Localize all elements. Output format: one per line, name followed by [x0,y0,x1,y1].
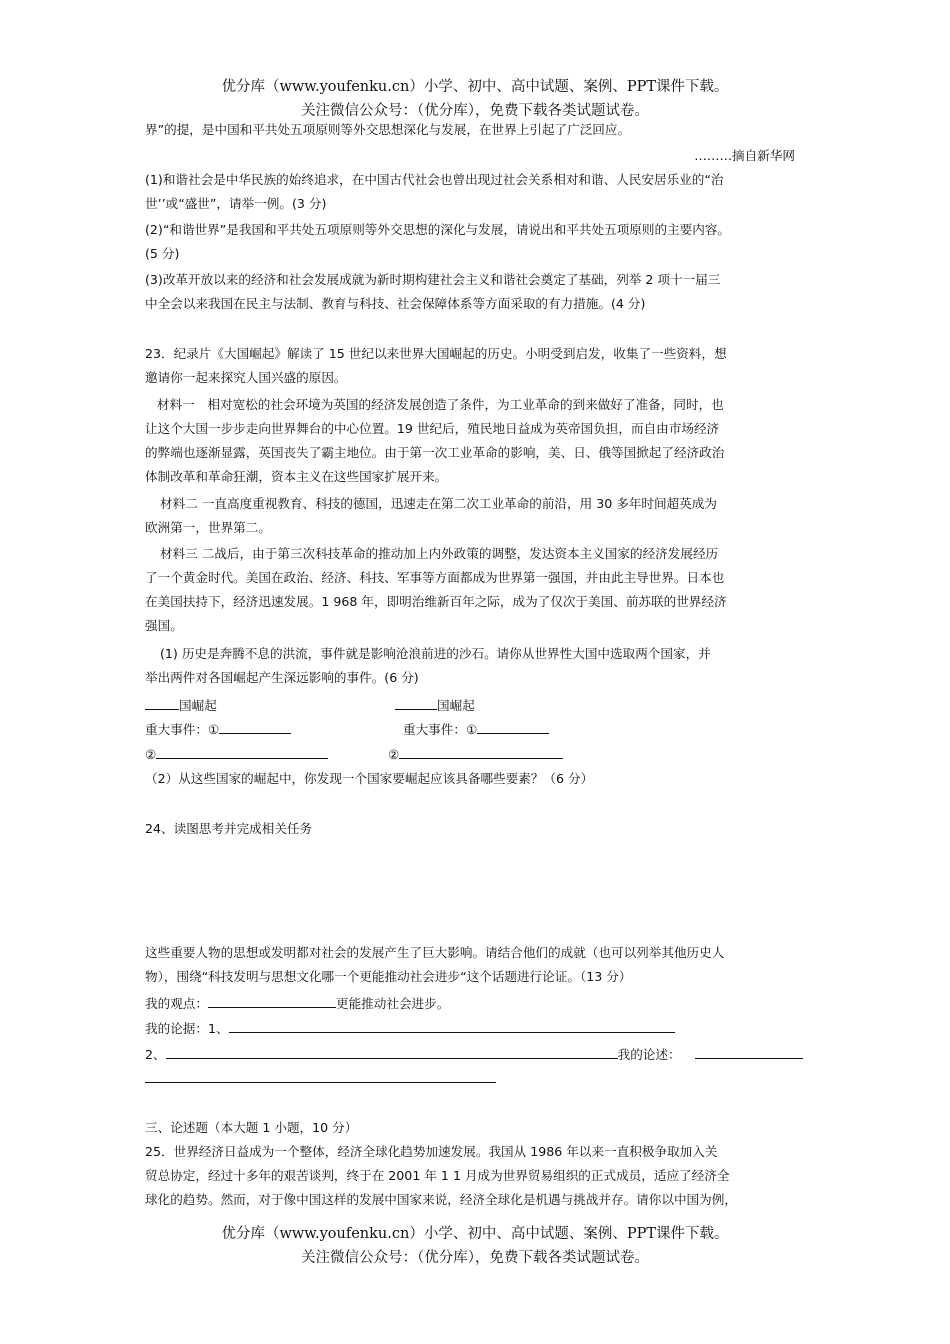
q25-line2: 贸总协定，经过十多年的艰苦谈判，终于在 2001 年 1 1 月成为世界贸易组织的正式成员，适应了经济全 [145,1168,730,1183]
footer-line-2: 关注微信公众号：（优分库），免费下载各类试题试卷。 [301,1250,649,1266]
q23-material2-line1: 材料二 一直高度重视教育、科技的德国，迅速走在第二次工业革命的前沿，用 30 多年时间超英成为 [160,496,717,511]
country-b-suffix: 国崛起 [437,698,475,713]
event-b1-blank[interactable] [477,720,549,734]
event-b2-label: ② [388,747,400,762]
q23-event-b2-row [388,745,563,764]
q23-material1-line1: 材料一 相对宽松的社会环境为英国的经济发展创造了条件，为工业革命的到来做好了准备，同时，也 [157,397,724,412]
arg2-blank[interactable] [166,1045,618,1059]
q24-title: 24、读图思考并完成相关任务 [145,821,313,836]
reason-blank[interactable] [695,1045,803,1059]
country-b-blank[interactable] [395,696,437,710]
q23-material1-line2: 让这个大国一步步走向世界舞台的中心位置。19 世纪后，殖民地日益成为英帝国负担，而自由市场经济 [145,421,720,436]
event-b2-blank[interactable] [399,745,563,759]
event-a2-blank[interactable] [156,745,328,759]
arg1-blank[interactable] [229,1019,675,1033]
q24-reason-row2 [145,1069,496,1088]
q23-part1-line1: (1) 历史是奔腾不息的洪流，事件就是影响沧浪前进的沙石。请你从世界性大国中选取两个国家，并 [160,646,711,661]
q22-continuation: 界”的提，是中国和平共处五项原则等外交思想深化与发展，在世界上引起了广泛回应。 [145,122,631,137]
arg2-label: 2、 [145,1047,166,1062]
q23-material1-line3: 的弊端也逐渐显露，英国丧失了霸主地位。由于第一次工业革命的影响，美、日、俄等国掀起了经济政治 [145,445,725,460]
event-a-label: 重大事件：① [145,722,220,737]
reason-blank-line2[interactable] [145,1069,496,1083]
event-a2-label: ② [145,747,157,762]
q22-sub1-line2: 世’’或“盛世”，请举一例。(3 分) [145,196,327,211]
q25-line3: 球化的趋势。然而，对于像中国这样的发展中国家来说，经济全球化是机遇与挑战并存。请你以中国为例， [145,1192,737,1207]
q24-text-line1: 这些重要人物的思想或发明都对社会的发展产生了巨大影响。请结合他们的成就（也可以列举其他历史人 [145,945,725,960]
view-blank[interactable] [208,994,336,1008]
arg1-label: 我的论据：1、 [145,1021,229,1036]
q23-material3-line2: 了一个黄金时代。美国在政治、经济、科技、军事等方面都成为世界第一强国，并由此主导世界。日本也 [145,570,725,585]
section3-title: 三、论述题（本大题 1 小题，10 分） [145,1120,358,1135]
q23-intro-line2: 邀请你一起来探究人国兴盛的原因。 [145,370,347,385]
q23-material3-line1: 材料三 二战后，由于第三次科技革命的推动加上内外政策的调整，发达资本主义国家的经济发展经历 [160,546,719,561]
q23-event-b-row [403,720,549,739]
q23-country-a-row [145,696,217,715]
q23-event-a-row [145,720,291,739]
q23-material3-line4: 强国。 [145,618,183,633]
header-line-2: 关注微信公众号：（优分库），免费下载各类试题试卷。 [301,103,649,119]
view-suffix: 更能推动社会进步。 [335,996,450,1011]
view-label: 我的观点： [145,996,208,1011]
q23-intro-line1: 23．纪录片《大国崛起》解读了 15 世纪以来世界大国崛起的历史。小明受到启发，收集了一些资料，想 [145,346,727,361]
event-b-label: 重大事件：① [403,722,478,737]
country-a-blank[interactable] [145,696,179,710]
q22-sub2-line1: (2)“和谐世界”是我国和平共处五项原则等外交思想的深化与发展，请说出和平共处五项原则的主要内容。 [145,222,731,237]
q23-country-b-row [395,696,475,715]
q22-sub3-line2: 中全会以来我国在民主与法制、教育与科技、社会保障体系等方面采取的有力措施。(4 分) [145,296,646,311]
q25-line1: 25．世界经济日益成为一个整体，经济全球化趋势加速发展。我国从 1986 年以来一直积极争取加入关 [145,1144,718,1159]
event-a1-blank[interactable] [219,720,291,734]
q22-sub1-line1: (1)和谐社会是中华民族的始终追求，在中国古代社会也曾出现过社会关系相对和谐、人民安居乐业的“治 [145,172,724,187]
q23-material1-line4: 体制改革和革命狂潮，资本主义在这些国家扩展开来。 [145,469,448,484]
q23-material2-line2: 欧洲第一，世界第二。 [145,520,271,535]
q22-source: ………摘自新华网 [694,148,795,163]
q22-sub2-line2: (5 分) [145,246,180,261]
q24-view-row [145,994,449,1013]
footer-line-1: 优分库（www.youfenku.cn）小学、初中、高中试题、案例、PPT课件下载。 [221,1226,729,1242]
q23-part2: （2）从这些国家的崛起中，你发现一个国家要崛起应该具备哪些要素？（6 分） [145,771,594,786]
reason-label: 我的论述： [617,1047,681,1062]
q22-sub3-line1: (3)改革开放以来的经济和社会发展成就为新时期构建社会主义和谐社会奠定了基础，列举 2 项十一届三 [145,272,721,287]
q23-event-a2-row [145,745,328,764]
q23-part1-line2: 举出两件对各国崛起产生深远影响的事件。(6 分) [145,670,419,685]
q23-material3-line3: 在美国扶持下，经济迅速发展。1 968 年，即明治维新百年之际，成为了仅次于美国、前苏联的世界经济 [145,594,727,609]
country-a-suffix: 国崛起 [179,698,217,713]
header-line-1: 优分库（www.youfenku.cn）小学、初中、高中试题、案例、PPT课件下载。 [221,79,729,95]
q24-arg1-row [145,1019,675,1038]
q24-text-line2: 物），围绕“科技发明与思想文化哪一个更能推动社会进步“这个话题进行论证。（13 分） [145,969,632,984]
q24-arg2-row [145,1045,803,1064]
